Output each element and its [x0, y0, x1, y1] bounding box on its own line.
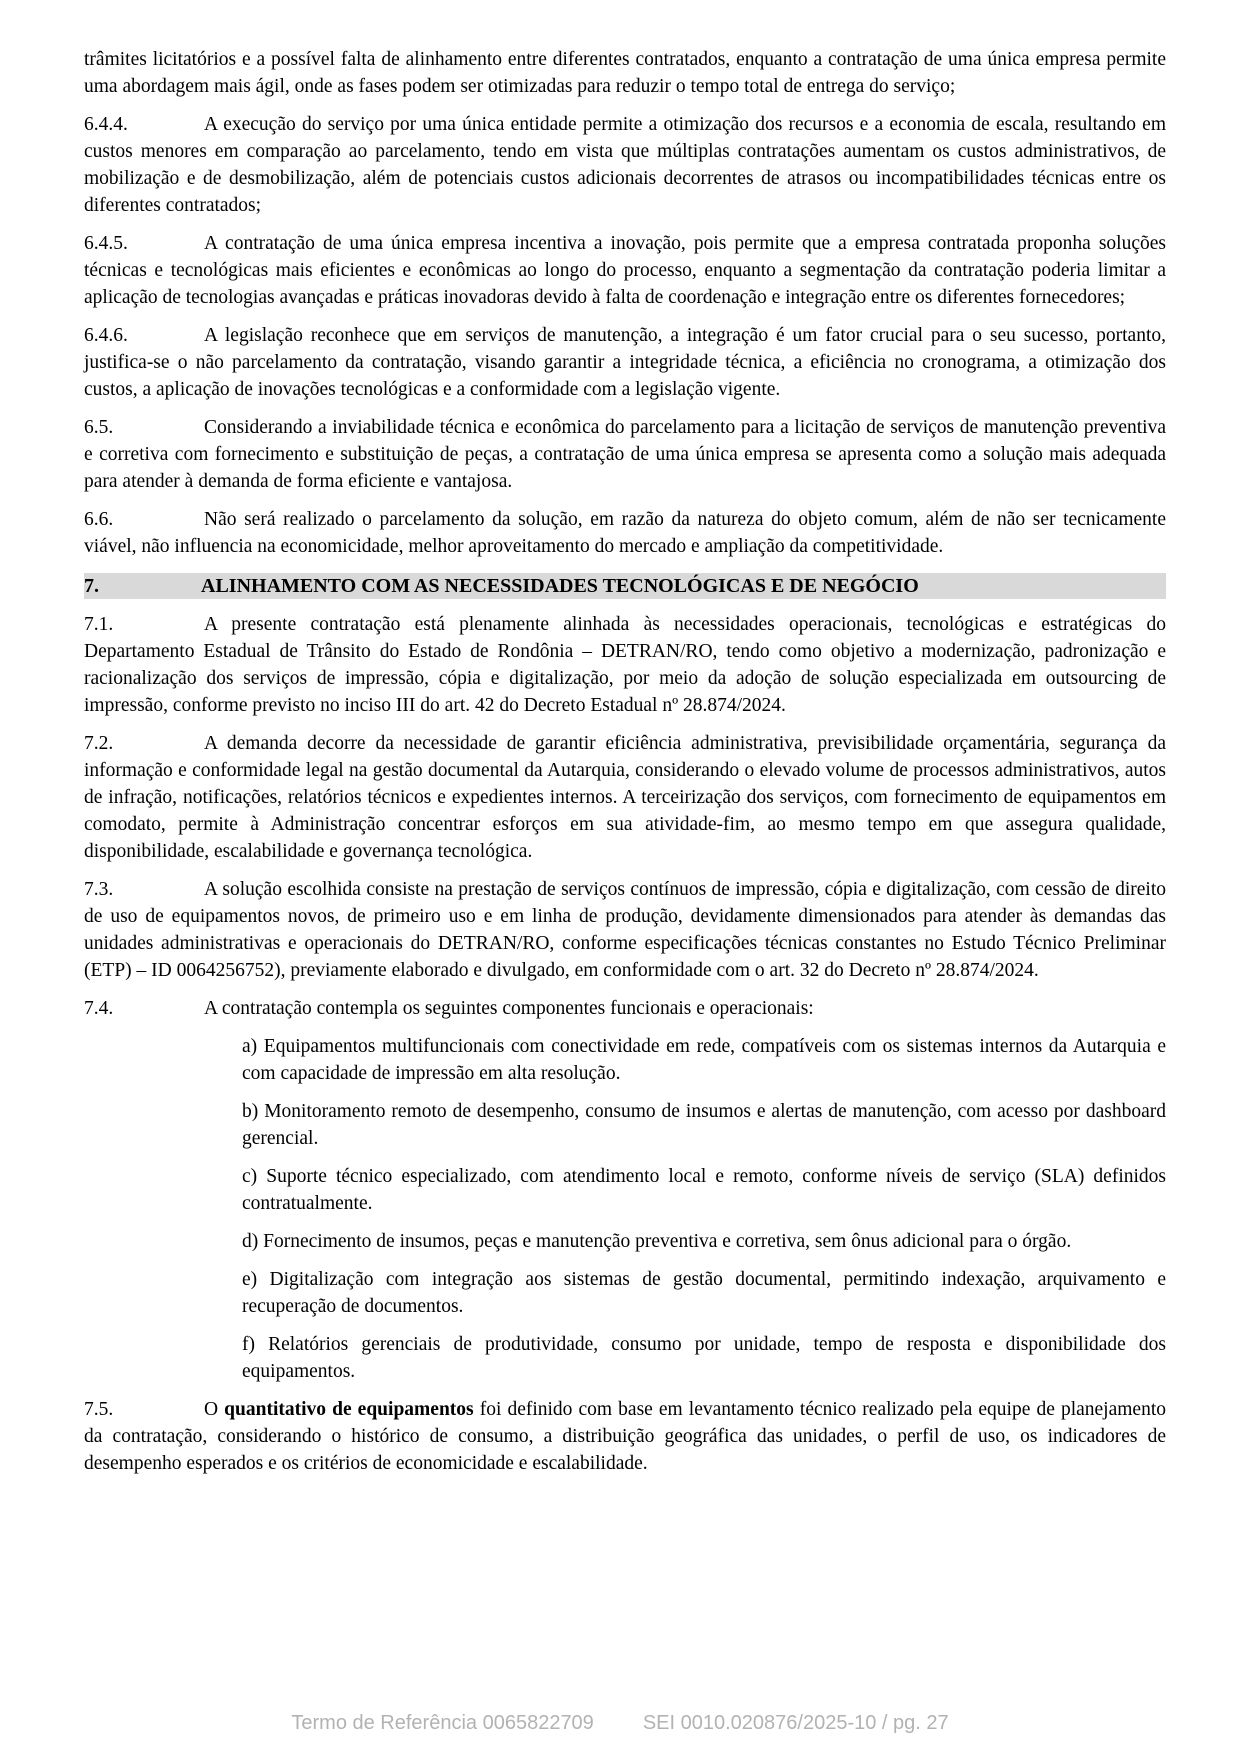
numbered-paragraph-6-4-4: [84, 111, 1166, 219]
paragraph-text: A demanda decorre da necessidade de garantir eficiência administrativa, previsibilidade orçamentária, segurança da informação e conformidade legal na gestão documental da Autarquia, considerando o elevado volume de processos administrativos, autos de infração, notificações, relatórios técnicos e expedientes internos. A terceirização dos serviços, com fornecimento de equipamentos em comodato, permite à Administração concentrar esforços em sua atividade-fim, ao mesmo tempo em que assegura qualidade, disponibilidade, escalabilidade e governança tecnológica.: [84, 733, 1166, 862]
item-label: a): [242, 1036, 258, 1057]
numbered-paragraph-6-4-5: [84, 230, 1166, 311]
paragraph-number: 7.3.: [84, 879, 114, 900]
paragraph-number: 7.4.: [84, 998, 114, 1019]
numbered-paragraph-7-5: [84, 1396, 1166, 1477]
numbered-paragraph-6-5: [84, 414, 1166, 495]
item-text: Monitoramento remoto de desempenho, consumo de insumos e alertas de manutenção, com acesso por dashboard gerencial.: [242, 1101, 1166, 1149]
paragraph-number: 7.2.: [84, 733, 114, 754]
item-label: f): [242, 1334, 255, 1355]
section-heading: [84, 573, 1166, 599]
paragraph-text-bold: quantitativo de equipamentos: [224, 1399, 474, 1420]
paragraph-text: Não será realizado o parcelamento da solução, em razão da natureza do objeto comum, além de não ser tecnicamente viável, não influencia na economicidade, melhor aproveitamento do mercado e ampliação da competitividade.: [84, 509, 1166, 557]
item-label: c): [242, 1166, 258, 1187]
item-text: Relatórios gerenciais de produtividade, consumo por unidade, tempo de resposta e disponibilidade dos equipamentos.: [242, 1334, 1166, 1382]
section-title: ALINHAMENTO COM AS NECESSIDADES TECNOLÓGICAS E DE NEGÓCIO: [201, 575, 919, 597]
page-footer: [0, 1712, 1240, 1735]
item-text: Suporte técnico especializado, com atendimento local e remoto, conforme níveis de serviço (SLA) definidos contratualmente.: [242, 1166, 1167, 1214]
item-text: Fornecimento de insumos, peças e manutenção preventiva e corretiva, sem ônus adicional para o órgão.: [263, 1231, 1072, 1252]
paragraph-text: A solução escolhida consiste na prestação de serviços contínuos de impressão, cópia e digitalização, com cessão de direito de uso de equipamentos novos, de primeiro uso e em linha de produção, devidamente dimensionados para atender às demandas das unidades administrativas e operacionais do DETRAN/RO, conforme especificações técnicas constantes no Estudo Técnico Preliminar (ETP) – ID 0064256752), previamente elaborado e divulgado, em conformidade com o art. 32 do Decreto nº 28.874/2024.: [84, 879, 1166, 981]
paragraph-number: 6.4.6.: [84, 325, 128, 346]
paragraph-number: 7.5.: [84, 1399, 114, 1420]
lettered-item-a: [242, 1033, 1166, 1087]
continuation-paragraph: [84, 46, 1166, 100]
paragraph-text-post: foi definido com base em levantamento técnico realizado pela equipe de planejamento da contratação, considerando o histórico de consumo, a distribuição geográfica das unidades, o perfil de uso, os indicadores de desempenho esperados e os critérios de economicidade e escalabilidade.: [84, 1399, 1166, 1474]
paragraph-text-pre: O: [204, 1399, 225, 1420]
document-page: [84, 46, 1166, 1488]
paragraph-number: 6.5.: [84, 417, 114, 438]
footer-sei-ref: SEI 0010.020876/2025-10 / pg. 27: [642, 1712, 949, 1734]
item-text: Equipamentos multifuncionais com conectividade em rede, compatíveis com os sistemas internos da Autarquia e com capacidade de impressão em alta resolução.: [242, 1036, 1167, 1084]
lettered-item-f: [242, 1331, 1166, 1385]
paragraph-number: 6.4.5.: [84, 233, 128, 254]
lettered-item-d: [242, 1228, 1166, 1255]
paragraph-number: 7.1.: [84, 614, 114, 635]
footer-doc-ref: Termo de Referência 0065822709: [291, 1712, 594, 1734]
numbered-paragraph-7-2: [84, 730, 1166, 865]
lettered-item-e: [242, 1266, 1166, 1320]
paragraph-text: A execução do serviço por uma única entidade permite a otimização dos recursos e a economia de escala, resultando em custos menores em comparação ao parcelamento, tendo em vista que múltiplas contratações aumentam os custos administrativos, de mobilização e de desmobilização, além de potenciais custos adicionais decorrentes de atrasos ou incompatibilidades técnicas entre os diferentes contratados;: [84, 114, 1166, 216]
item-label: d): [242, 1231, 259, 1252]
paragraph-text: A contratação contempla os seguintes componentes funcionais e operacionais:: [204, 998, 814, 1019]
paragraph-text: A legislação reconhece que em serviços de manutenção, a integração é um fator crucial para o seu sucesso, portanto, justifica-se o não parcelamento da contratação, visando garantir a integridade técnica, a eficiência no cronograma, a otimização dos custos, a aplicação de inovações tecnológicas e a conformidade com a legislação vigente.: [84, 325, 1166, 400]
item-label: b): [242, 1101, 259, 1122]
numbered-paragraph-7-3: [84, 876, 1166, 984]
numbered-paragraph-7-1: [84, 611, 1166, 719]
paragraph-text: A contratação de uma única empresa incentiva a inovação, pois permite que a empresa contratada proponha soluções técnicas e tecnológicas mais eficientes e econômicas ao longo do processo, enquanto a segmentação da contratação poderia limitar a aplicação de tecnologias avançadas e práticas inovadoras devido à falta de coordenação e integração entre os diferentes fornecedores;: [84, 233, 1166, 308]
numbered-paragraph-6-6: [84, 506, 1166, 560]
paragraph-text: trâmites licitatórios e a possível falta de alinhamento entre diferentes contratados, enquanto a contratação de uma única empresa permite uma abordagem mais ágil, onde as fases podem ser otimizadas para reduzir o tempo total de entrega do serviço;: [84, 49, 1166, 97]
numbered-paragraph-7-4: [84, 995, 1166, 1022]
item-label: e): [242, 1269, 258, 1290]
item-text: Digitalização com integração aos sistemas de gestão documental, permitindo indexação, arquivamento e recuperação de documentos.: [242, 1269, 1166, 1317]
paragraph-number: 6.4.4.: [84, 114, 128, 135]
section-number: 7.: [84, 575, 99, 597]
paragraph-number: 6.6.: [84, 509, 114, 530]
numbered-paragraph-6-4-6: [84, 322, 1166, 403]
lettered-item-b: [242, 1098, 1166, 1152]
paragraph-text: Considerando a inviabilidade técnica e econômica do parcelamento para a licitação de serviços de manutenção preventiva e corretiva com fornecimento e substituição de peças, a contratação de uma única empresa se apresenta como a solução mais adequada para atender à demanda de forma eficiente e vantajosa.: [84, 417, 1166, 492]
paragraph-text: A presente contratação está plenamente alinhada às necessidades operacionais, tecnológicas e estratégicas do Departamento Estadual de Trânsito do Estado de Rondônia – DETRAN/RO, tendo como objetivo a modernização, padronização e racionalização dos serviços de impressão, cópia e digitalização, por meio da adoção de solução especializada em outsourcing de impressão, conforme previsto no inciso III do art. 42 do Decreto Estadual nº 28.874/2024.: [84, 614, 1166, 716]
lettered-item-c: [242, 1163, 1166, 1217]
